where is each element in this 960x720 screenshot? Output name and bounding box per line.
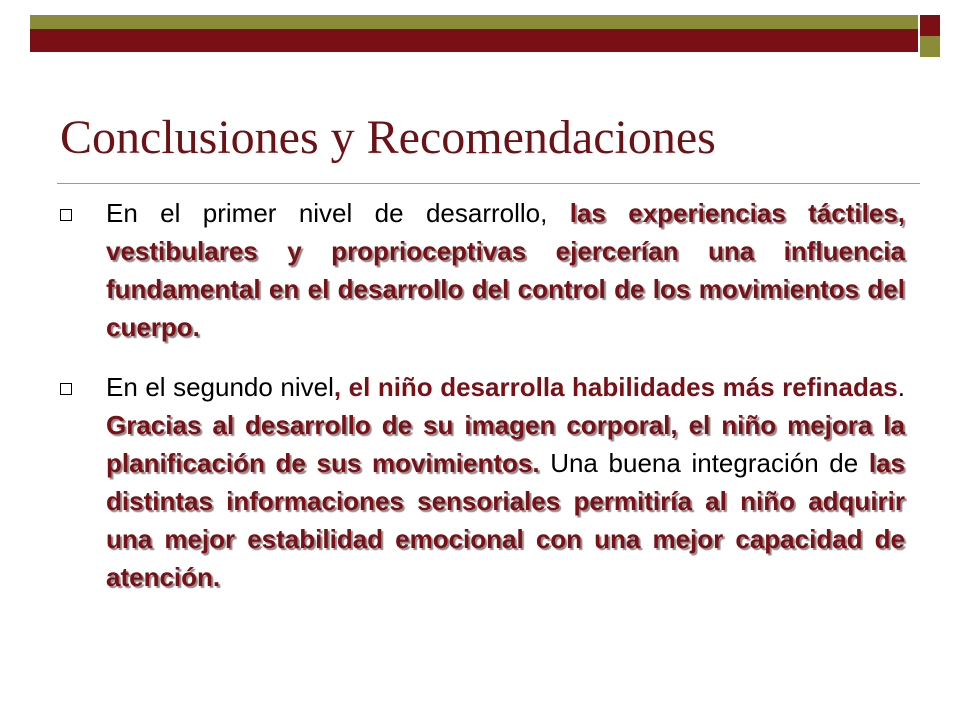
header-bar-olive: [30, 15, 918, 29]
text-segment: En el segundo nivel: [106, 372, 334, 402]
highlighted-text: , el niño desarrolla habilidades más refinadas: [333, 372, 898, 402]
text-segment: Una buena integración de: [539, 448, 869, 478]
text-segment: .: [897, 372, 905, 402]
square-bullet-icon: [60, 209, 72, 221]
highlighted-text: las experiencias táctiles, vestibulares y proprioceptivas ejercerían una influencia fundamental en el desarrollo del control de los movimientos del cuerpo.: [106, 198, 905, 342]
square-bullet-icon: [60, 383, 72, 395]
corner-square-red: [920, 15, 940, 36]
bullet-list: [60, 194, 905, 596]
highlighted-text: las distintas informaciones sensoriales permitiría al niño adquirir una mejor estabilidad emocional con una mejor capacidad de atención.: [106, 448, 905, 592]
bullet-item: [60, 194, 905, 346]
header-bar-red: [30, 29, 918, 52]
text-segment: En el primer nivel de desarrollo,: [106, 198, 570, 228]
title-divider: [57, 183, 920, 184]
bullet-item: [60, 368, 905, 596]
slide-title: Conclusiones y Recomendaciones: [60, 111, 716, 164]
highlighted-text: Gracias al desarrollo de su imagen corporal, el niño mejora la planificación de sus movimientos.: [106, 410, 905, 478]
corner-square-olive: [920, 36, 940, 57]
